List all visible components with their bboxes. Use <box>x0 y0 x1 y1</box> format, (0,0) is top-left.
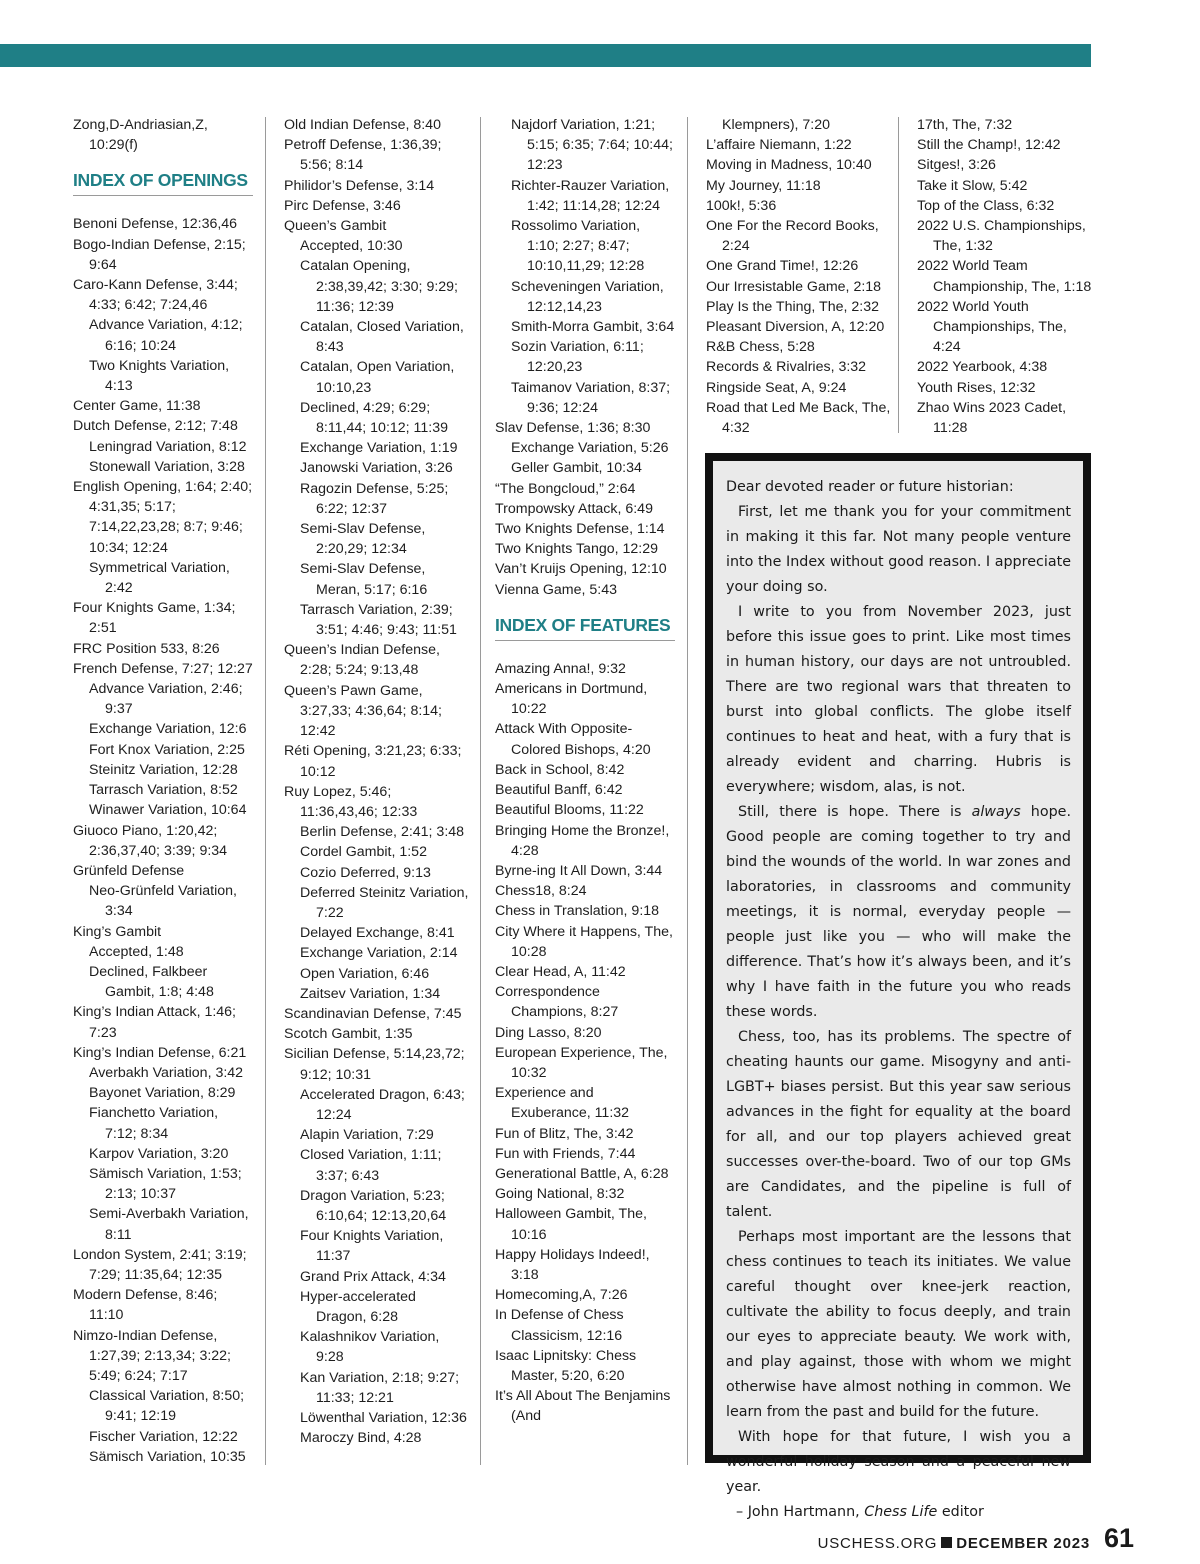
index-subentry: Catalan, Open Variation, 10:10,23 <box>300 359 455 396</box>
index-entry: Two Knights Defense, 1:14 <box>495 521 665 538</box>
index-entry: Our Irresistable Game, 2:18 <box>706 278 882 295</box>
index-entry: French Defense, 7:27; 12:27 <box>73 660 253 677</box>
letter-paragraph: Still, there is hope. There is always hope. Good people are coming together to try and bind the wounds of the world. In war zones and laboratories, in classrooms and community meetings, it is normal, everyday people — people just like you — who will make the difference. That’s how it’s always been, and it’s why I have faith in the future you who reads these words. <box>726 804 1071 1020</box>
column-divider <box>265 117 266 1465</box>
section-heading: INDEX OF OPENINGS <box>73 169 253 196</box>
index-subentry: Exchange Variation, 2:14 <box>300 945 458 962</box>
index-entry: Youth Rises, 12:32 <box>917 379 1036 396</box>
index-entry: R&B Chess, 5:28 <box>706 339 815 356</box>
index-entry: Correspondence Champions, 8:27 <box>495 984 619 1021</box>
index-entry: Zong,D-Andriasian,Z, 10:29(f) <box>73 117 208 154</box>
index-subentry: Closed Variation, 1:11; 3:37; 6:43 <box>300 1147 442 1184</box>
letter-paragraph: First, let me thank you for your commitment in making it this far. Not many people venture into the Index without good reason. I appreciate your doing so. <box>726 504 1071 595</box>
letter-paragraph: Chess, too, has its problems. The spectre of cheating haunts our game. Misogyny and anti-LGBT+ biases persist. But this year saw serious advances in the fight for equality at the board for all, and our top players achieved great successes over-the-board. Two of our top GMs are Candidates, and the pipeline is full of talent. <box>726 1029 1071 1220</box>
index-entry: City Where it Happens, The, 10:28 <box>495 923 673 960</box>
index-entry: Attack With Opposite-Colored Bishops, 4:20 <box>495 721 651 758</box>
index-subentry: Steinitz Variation, 12:28 <box>89 761 238 778</box>
index-subentry: Grand Prix Attack, 4:34 <box>300 1268 446 1285</box>
index-entry: English Opening, 1:64; 2:40; 4:31,35; 5:17; 7:14,22,23,28; 8:7; 9:46; 10:34; 12:24 <box>73 479 253 556</box>
index-subentry: Two Knights Variation, 4:13 <box>89 357 230 395</box>
index-entry: Sicilian Defense, 5:14,23,72; 9:12; 10:31 <box>284 1046 465 1083</box>
index-subentry: Averbakh Variation, 3:42 <box>89 1064 244 1081</box>
index-entry: Old Indian Defense, 8:40 <box>284 117 441 133</box>
index-subentry: Kalashnikov Variation, 9:28 <box>300 1329 440 1366</box>
index-entry: Chess in Translation, 9:18 <box>495 903 660 920</box>
index-subentry: Declined, Falkbeer Gambit, 1:8; 4:48 <box>89 963 214 1001</box>
index-entry: Happy Holidays Indeed!, 3:18 <box>495 1246 650 1283</box>
page-footer <box>818 1535 1090 1552</box>
column-divider <box>898 117 899 433</box>
column-divider <box>687 117 688 1465</box>
index-entry: Fun with Friends, 7:44 <box>495 1145 636 1162</box>
index-column-1 <box>73 115 253 1467</box>
index-subentry: Declined, 4:29; 6:29; 8:11,44; 10:12; 11:39 <box>300 399 449 437</box>
index-subentry: Fischer Variation, 12:22 <box>89 1428 238 1445</box>
index-entry: Queen’s Pawn Game, 3:27,33; 4:36,64; 8:14; 12:42 <box>284 682 442 740</box>
index-subentry: Exchange Variation, 5:26 <box>511 440 669 457</box>
index-entry: Back in School, 8:42 <box>495 761 625 778</box>
index-entry: Road that Led Me Back, The, 4:32 <box>706 399 891 437</box>
index-subentry: Semi-Slav Defense, 2:20,29; 12:34 <box>300 521 426 558</box>
index-entry: Going National, 8:32 <box>495 1186 625 1203</box>
index-subentry: Catalan Opening, 2:38,39,42; 3:30; 9:29; 11:36; 12:39 <box>300 258 458 315</box>
index-entry: 2022 Yearbook, 4:38 <box>917 359 1048 376</box>
index-column-2 <box>284 115 469 1448</box>
letter-greeting: Dear devoted reader or future historian: <box>726 479 1014 495</box>
index-subentry: Accepted, 10:30 <box>300 238 403 255</box>
index-entry: Van’t Kruijs Opening, 12:10 <box>495 561 667 578</box>
index-subentry: Sozin Variation, 6:11; 12:20,23 <box>511 339 644 376</box>
index-subentry: Accelerated Dragon, 6:43; 12:24 <box>300 1086 465 1123</box>
index-subentry: Kan Variation, 2:18; 9:27; 11:33; 12:21 <box>300 1369 460 1406</box>
index-subentry: Neo-Grünfeld Variation, 3:34 <box>89 883 237 920</box>
index-entry: One For the Record Books, 2:24 <box>706 218 879 255</box>
index-entry: Ruy Lopez, 5:46; 11:36,43,46; 12:33 <box>284 783 418 820</box>
index-subentry: Smith-Morra Gambit, 3:64 <box>511 319 675 336</box>
index-entry: Slav Defense, 1:36; 8:30 <box>495 420 651 437</box>
index-subentry: Cozio Deferred, 9:13 <box>300 864 431 881</box>
index-subentry: Deferred Steinitz Variation, 7:22 <box>300 884 469 921</box>
index-entry: Grünfeld Defense <box>73 862 185 879</box>
index-entry: Ding Lasso, 8:20 <box>495 1024 602 1041</box>
index-entry: King’s Indian Defense, 6:21 <box>73 1044 247 1061</box>
index-entry: Trompowsky Attack, 6:49 <box>495 500 653 517</box>
index-subentry: Tarrasch Variation, 2:39; 3:51; 4:46; 9:43; 11:51 <box>300 601 457 639</box>
index-entry: Four Knights Game, 1:34; 2:51 <box>73 600 236 637</box>
index-subentry: Advance Variation, 2:46; 9:37 <box>89 681 243 718</box>
index-entry: Benoni Defense, 12:36,46 <box>73 216 238 233</box>
index-entry: Philidor’s Defense, 3:14 <box>284 177 435 194</box>
index-entry: Isaac Lipnitsky: Chess Master, 5:20, 6:20 <box>495 1347 637 1384</box>
index-entry: Zhao Wins 2023 Cadet, 11:28 <box>917 399 1067 437</box>
index-entry: Pleasant Diversion, A, 12:20 <box>706 319 885 336</box>
index-subentry: Löwenthal Variation, 12:36 <box>300 1410 467 1426</box>
index-entry: Fun of Blitz, The, 3:42 <box>495 1125 634 1142</box>
index-entry: London System, 2:41; 3:19; 7:29; 11:35,64; 12:35 <box>73 1246 247 1283</box>
index-entry: Center Game, 11:38 <box>73 398 201 415</box>
index-entry: Dutch Defense, 2:12; 7:48 <box>73 418 238 435</box>
index-subentry: Dragon Variation, 5:23; 6:10,64; 12:13,20,64 <box>300 1187 447 1224</box>
index-subentry: Najdorf Variation, 1:21; 5:15; 6:35; 7:64; 10:44; 12:23 <box>511 117 673 174</box>
index-entry: Records & Rivalries, 3:32 <box>706 359 867 376</box>
index-subentry: Semi-Averbakh Variation, 8:11 <box>89 1206 249 1243</box>
index-entry: Halloween Gambit, The, 10:16 <box>495 1206 647 1243</box>
index-entry: FRC Position 533, 8:26 <box>73 640 220 657</box>
index-entry: Amazing Anna!, 9:32 <box>495 660 626 677</box>
index-entry: Nimzo-Indian Defense, 1:27,39; 2:13,34; 3:22; 5:49; 6:24; 7:17 <box>73 1327 231 1384</box>
index-subentry: Sämisch Variation, 1:53; 2:13; 10:37 <box>89 1165 242 1203</box>
index-entry: Scotch Gambit, 1:35 <box>284 1026 413 1043</box>
section-heading: INDEX OF FEATURES <box>495 614 675 641</box>
index-entry: King’s Gambit <box>73 923 162 940</box>
index-entry: One Grand Time!, 12:26 <box>706 258 859 275</box>
index-entry: Americans in Dortmund, 10:22 <box>495 681 648 718</box>
footer-issue: DECEMBER 2023 <box>956 1535 1090 1552</box>
index-subentry: Maroczy Bind, 4:28 <box>300 1430 422 1447</box>
index-subentry: Rossolimo Variation, 1:10; 2:27; 8:47; 10:10,11,29; 12:28 <box>511 218 645 275</box>
index-entry: Giuoco Piano, 1:20,42; 2:36,37,40; 3:39; 9:34 <box>73 822 228 859</box>
index-subentry: Open Variation, 6:46 <box>300 965 430 982</box>
index-subentry: Fianchetto Variation, 7:12; 8:34 <box>89 1105 219 1142</box>
index-entry: Homecoming,A, 7:26 <box>495 1287 628 1304</box>
index-entry: Petroff Defense, 1:36,39; 5:56; 8:14 <box>284 137 442 174</box>
index-entry: Still the Champ!, 12:42 <box>917 137 1061 154</box>
header-color-bar <box>0 44 1091 67</box>
index-subentry: Tarrasch Variation, 8:52 <box>89 782 238 799</box>
index-subentry: Delayed Exchange, 8:41 <box>300 925 455 942</box>
index-subentry: Fort Knox Variation, 2:25 <box>89 741 245 758</box>
index-entry: Chess18, 8:24 <box>495 883 587 900</box>
index-entry: Take it Slow, 5:42 <box>917 177 1028 194</box>
index-entry: Ringside Seat, A, 9:24 <box>706 379 847 396</box>
index-entry: Modern Defense, 8:46; 11:10 <box>73 1287 218 1324</box>
index-subentry: Zaitsev Variation, 1:34 <box>300 985 441 1002</box>
index-entry: Beautiful Blooms, 11:22 <box>495 802 644 819</box>
letter-paragraph: With hope for that future, I wish you a wonderful holiday season and a peaceful new year. <box>726 1429 1071 1495</box>
column-divider <box>480 117 481 1465</box>
index-subentry: Bayonet Variation, 8:29 <box>89 1085 236 1102</box>
index-entry: Vienna Game, 5:43 <box>495 581 617 598</box>
index-entry: Play Is the Thing, The, 2:32 <box>706 298 879 315</box>
index-subentry: Scheveningen Variation, 12:12,14,23 <box>511 278 664 315</box>
index-column-5 <box>917 115 1092 438</box>
index-entry: Réti Opening, 3:21,23; 6:33; 10:12 <box>284 743 462 780</box>
index-entry: Experience and Exuberance, 11:32 <box>495 1085 630 1122</box>
index-entry: King’s Indian Attack, 1:46; 7:23 <box>73 1004 237 1041</box>
index-entry: L’affaire Niemann, 1:22 <box>706 137 852 154</box>
index-entry: Byrne-ing It All Down, 3:44 <box>495 862 663 879</box>
editor-letter-box <box>705 453 1091 1520</box>
index-entry: European Experience, The, 10:32 <box>495 1044 668 1081</box>
index-entry: “The Bongcloud,” 2:64 <box>495 480 636 497</box>
index-entry: Two Knights Tango, 12:29 <box>495 541 659 558</box>
index-subentry: Janowski Variation, 3:26 <box>300 460 453 477</box>
index-subentry: Richter-Rauzer Variation, 1:42; 11:14,28; 12:24 <box>511 177 670 214</box>
index-subentry: Hyper-accelerated Dragon, 6:28 <box>300 1288 416 1325</box>
index-subentry: Advance Variation, 4:12; 6:16; 10:24 <box>89 317 243 354</box>
index-entry: In Defense of Chess Classicism, 12:16 <box>495 1307 624 1344</box>
index-entry: 2022 World Team Championship, The, 1:18 <box>917 258 1092 295</box>
letter-signature: – John Hartmann, Chess Life editor <box>736 1504 984 1520</box>
index-entry: 100k!, 5:36 <box>706 197 777 214</box>
index-entry: Bringing Home the Bronze!, 4:28 <box>495 822 670 859</box>
index-entry: My Journey, 11:18 <box>706 177 821 194</box>
index-subentry: Semi-Slav Defense, Meran, 5:17; 6:16 <box>300 561 428 598</box>
index-subentry: Classical Variation, 8:50; 9:41; 12:19 <box>89 1388 245 1425</box>
index-subentry: Symmetrical Variation, 2:42 <box>89 559 230 597</box>
index-subentry: Leningrad Variation, 8:12 <box>89 438 247 455</box>
index-entry: Bogo-Indian Defense, 2:15; 9:64 <box>73 236 246 273</box>
index-entry: Sitges!, 3:26 <box>917 157 996 174</box>
index-subentry: Berlin Defense, 2:41; 3:48 <box>300 824 465 841</box>
index-entry: Beautiful Banff, 6:42 <box>495 782 623 799</box>
index-column-4 <box>706 115 891 438</box>
letter-paragraph: Perhaps most important are the lessons that chess continues to teach its initiates. We value careful thought over knee-jerk reaction, cultivate the ability to focus deeply, and train our eyes to appreciate beauty. We work with, and play against, those with whom we might otherwise have almost nothing in common. We learn from the past and build for the future. <box>726 1229 1071 1420</box>
index-subentry: Cordel Gambit, 1:52 <box>300 844 427 861</box>
index-subentry: Alapin Variation, 7:29 <box>300 1127 434 1144</box>
square-separator-icon <box>941 1537 952 1548</box>
index-column-3 <box>495 115 675 1427</box>
index-subentry: Winawer Variation, 10:64 <box>89 802 247 819</box>
index-entry: Generational Battle, A, 6:28 <box>495 1165 669 1182</box>
index-subentry: Catalan, Closed Variation, 8:43 <box>300 319 464 356</box>
index-subentry: Exchange Variation, 12:6 <box>89 721 247 738</box>
index-subentry: Karpov Variation, 3:20 <box>89 1145 229 1162</box>
index-entry: Queen’s Gambit <box>284 218 387 235</box>
index-subentry: Accepted, 1:48 <box>89 943 184 960</box>
index-entry: It’s All About The Benjamins (And <box>495 1388 671 1425</box>
index-entry: Clear Head, A, 11:42 <box>495 963 626 980</box>
index-entry: 17th, The, 7:32 <box>917 117 1013 133</box>
index-subentry: Klempners), 7:20 <box>722 117 831 133</box>
index-entry: Queen’s Indian Defense, 2:28; 5:24; 9:13,48 <box>284 642 440 679</box>
index-subentry: Sämisch Variation, 10:35 <box>89 1448 246 1465</box>
footer-site: USCHESS.ORG <box>817 1535 938 1552</box>
index-subentry: Ragozin Defense, 5:25; 6:22; 12:37 <box>300 480 449 517</box>
index-subentry: Taimanov Variation, 8:37; 9:36; 12:24 <box>511 379 671 416</box>
index-entry: 2022 U.S. Championships, The, 1:32 <box>917 218 1086 255</box>
index-entry: Scandinavian Defense, 7:45 <box>284 1005 462 1022</box>
index-subentry: Four Knights Variation, 11:37 <box>300 1228 444 1265</box>
index-entry: Pirc Defense, 3:46 <box>284 197 401 214</box>
index-subentry: Geller Gambit, 10:34 <box>511 460 642 477</box>
index-entry: 2022 World Youth Championships, The, 4:24 <box>917 298 1067 356</box>
index-entry: Top of the Class, 6:32 <box>917 197 1055 214</box>
index-subentry: Exchange Variation, 1:19 <box>300 440 458 457</box>
index-entry: Moving in Madness, 10:40 <box>706 157 872 174</box>
index-entry: Caro-Kann Defense, 3:44; 4:33; 6:42; 7:24,46 <box>73 277 238 314</box>
index-subentry: Stonewall Variation, 3:28 <box>89 458 245 475</box>
letter-paragraph: I write to you from November 2023, just before this issue goes to print. Like most times in human history, our days are not untroubled. There are two regional wars that threaten to burst into global conflicts. The globe itself continues to heat and heat, with a fury that is already evident and charring. Hubris is everywhere; wisdom, alas, is not. <box>726 604 1071 795</box>
page-number: 61 <box>1104 1523 1135 1553</box>
